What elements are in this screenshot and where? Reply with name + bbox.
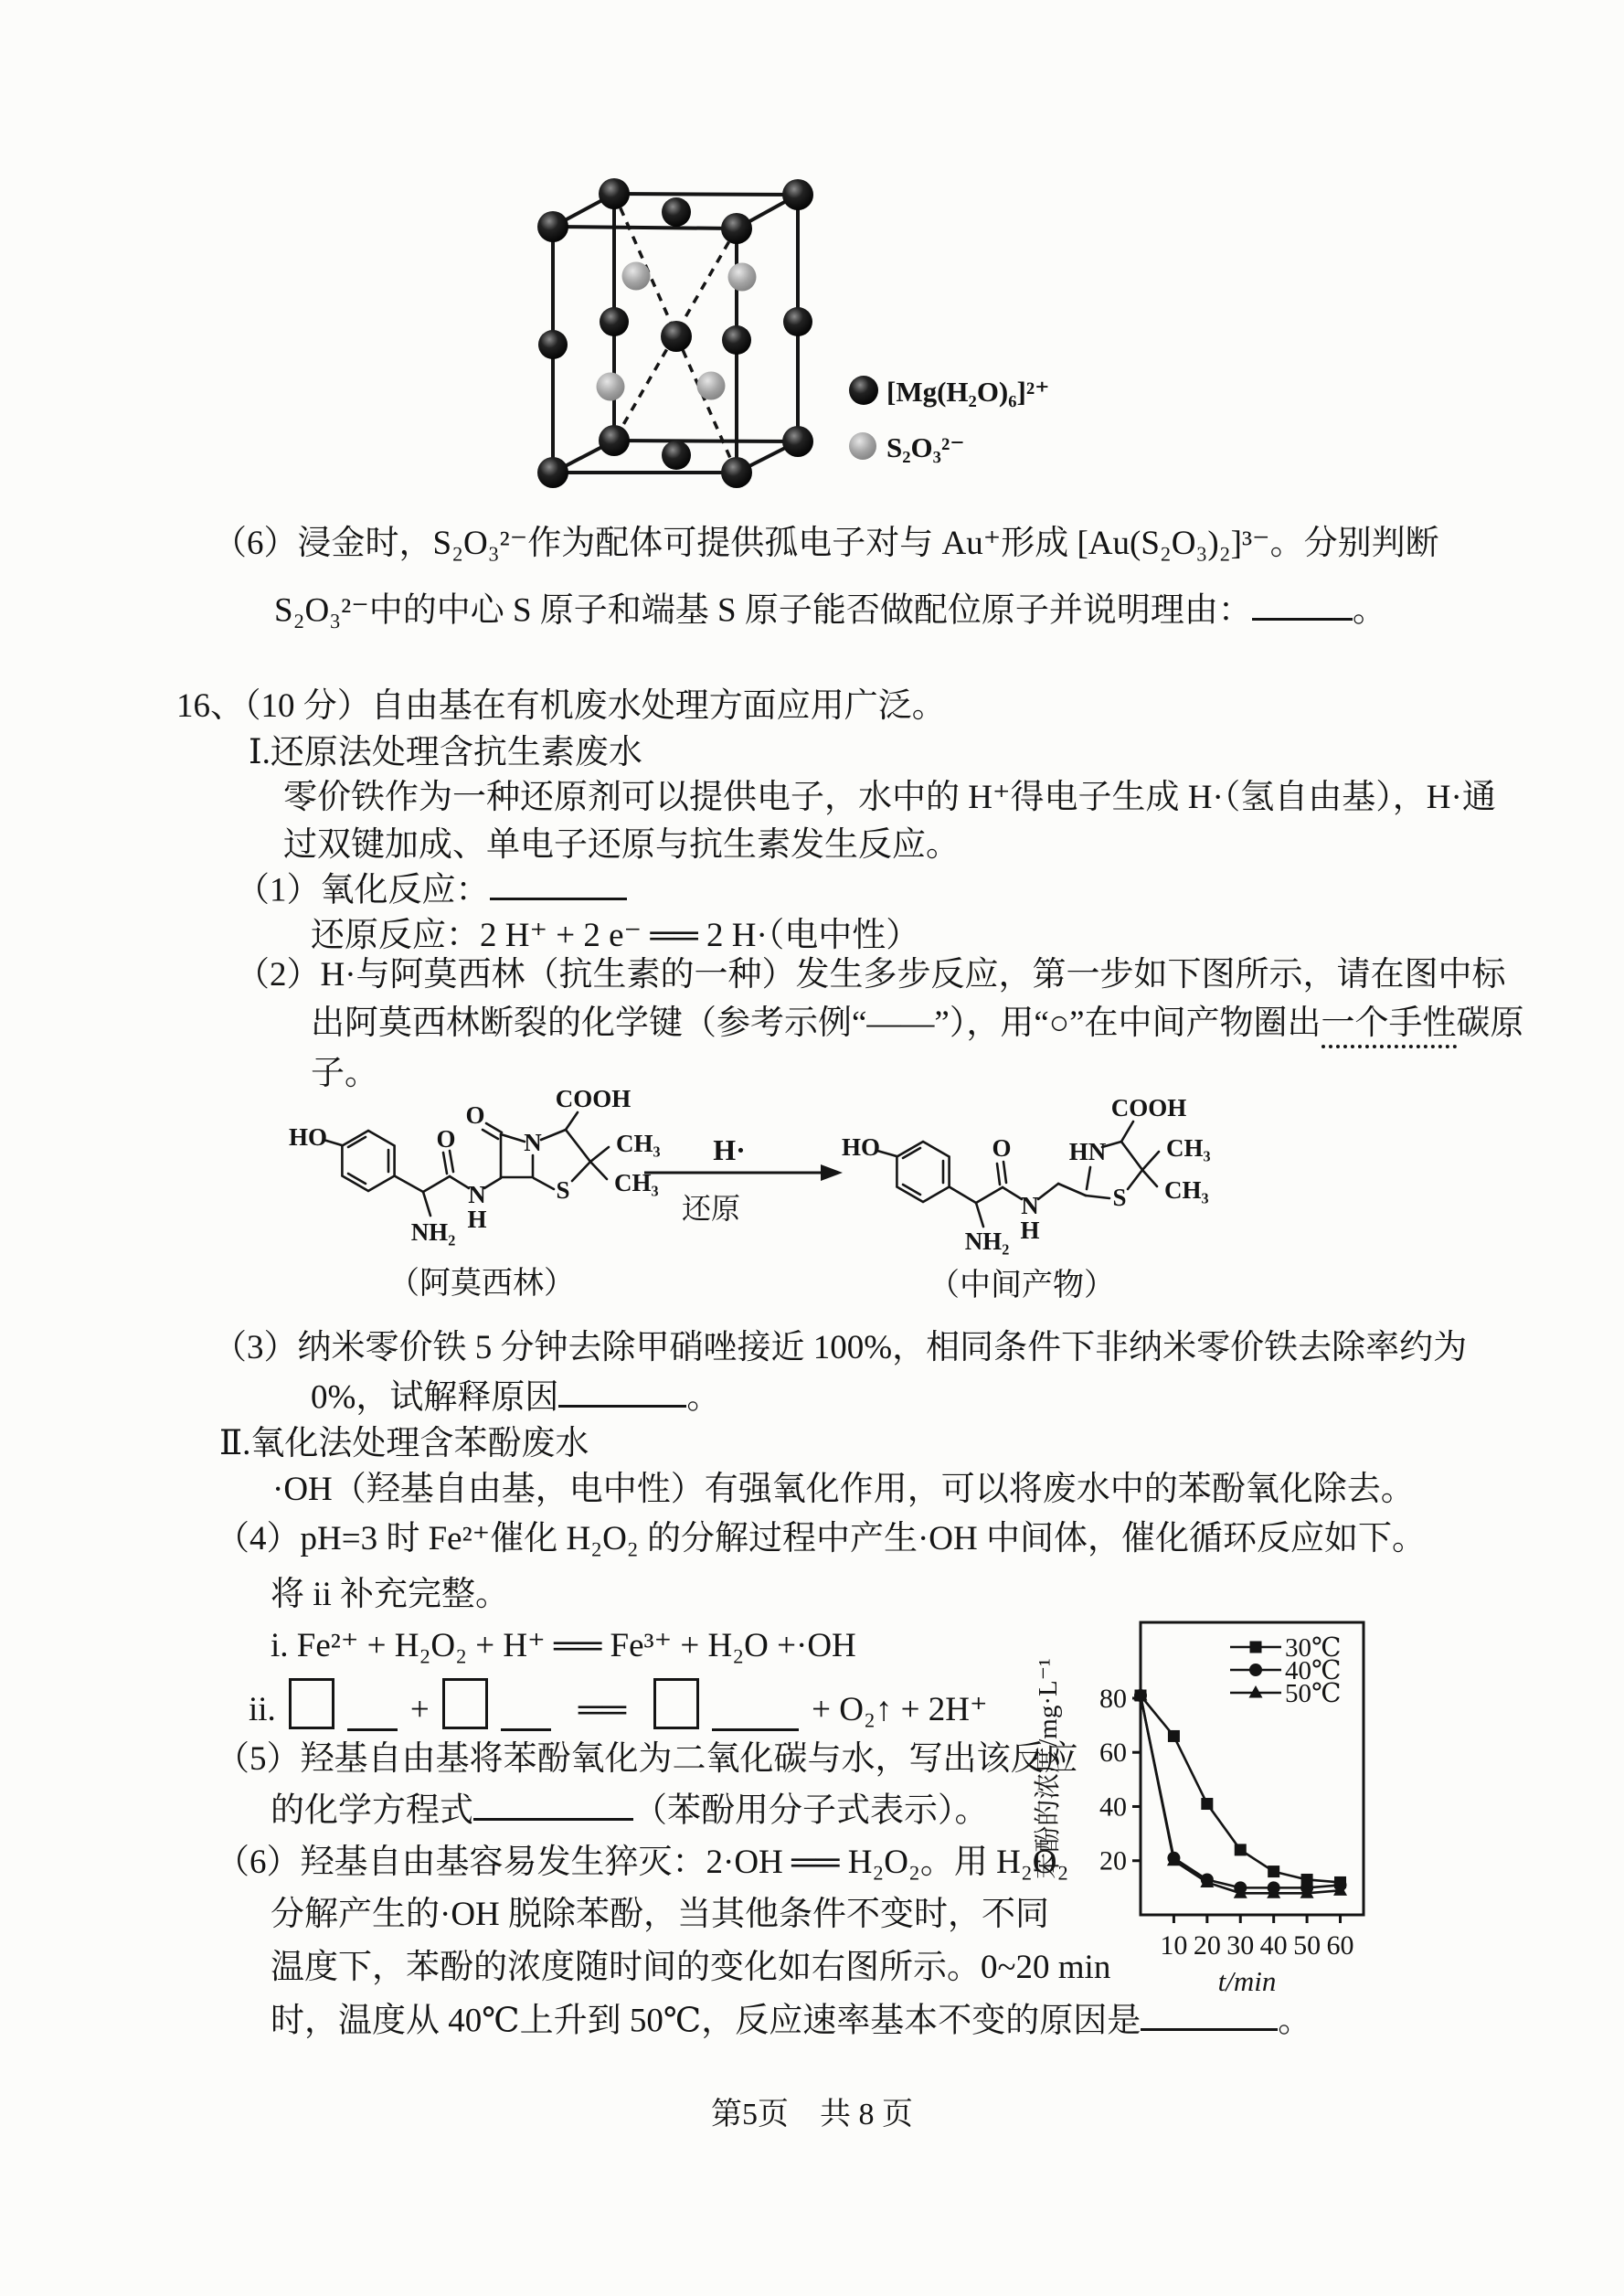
q16-item2-line2 <box>311 1003 1524 1045</box>
nh2-label: NH₂ <box>410 1218 456 1246</box>
y-tick-label: 40 <box>1099 1791 1127 1823</box>
q16-section2-intro: ·OH（羟基自由基，电中性）有强氧化作用，可以将废水中的苯酚氧化除去。 <box>272 1471 1415 1508</box>
q16-item6-line4 <box>271 2000 1311 2043</box>
amoxicillin-atom-labels <box>289 1085 661 1301</box>
q16-equation-i: i. Fe²⁺ + H₂O₂ + H⁺ ══ Fe³⁺ + H₂O +·OH <box>271 1627 856 1664</box>
hn-label: HN <box>1068 1138 1107 1165</box>
q16-item2-line3: 子。 <box>311 1055 378 1092</box>
q16-item1-reduction: 还原反应：2 H⁺ + 2 e⁻ ══ 2 H·（电中性） <box>311 917 920 954</box>
black-sphere-legend-icon <box>849 376 878 405</box>
q16-item3-line2-text: 0%，试解释原因 <box>311 1378 559 1417</box>
cooh-label: COOH <box>555 1085 632 1112</box>
ring-n-label: N <box>524 1129 542 1156</box>
period: 。 <box>1278 2002 1312 2040</box>
arrow-condition-label: 还原 <box>681 1192 741 1225</box>
q16-item5-line1: （5）羟基自由基将苯酚氧化为二氧化碳与水，写出该反应 <box>216 1740 1078 1778</box>
equation-ii-tail: + O₂↑ + 2H⁺ <box>812 1690 988 1728</box>
square-marker-icon <box>1235 1844 1247 1855</box>
y-axis-label: 苯酚的浓度/mg·L⁻¹ <box>1034 1658 1063 1879</box>
legend-label: 50℃ <box>1285 1679 1342 1708</box>
q16-item2-line2-tail: 碳原 <box>1456 1004 1524 1042</box>
square-marker-icon <box>1268 1866 1279 1877</box>
q16-item5-line2 <box>271 1790 989 1833</box>
square-marker-icon <box>1250 1642 1262 1653</box>
q16-item6-line3: 温度下，苯酚的浓度随时间的变化如右图所示。0~20 min <box>271 1949 1111 1986</box>
q16-item3-line1: （3）纳米零价铁 5 分钟去除甲硝唑接近 100%，相同条件下非纳米零价铁去除率约为 <box>213 1329 1468 1366</box>
cooh-label: COOH <box>1110 1094 1187 1121</box>
phenol-concentration-chart <box>1005 1604 1554 1997</box>
y-tick-label: 80 <box>1099 1683 1127 1714</box>
q15-item6-line2-text: S₂O₃²⁻中的中心 S 原子和端基 S 原子能否做配位原子并说明理由： <box>274 591 1252 630</box>
ch3-label: CH₃ <box>616 1130 661 1157</box>
amide-n-label: N <box>468 1181 486 1208</box>
answer-blank <box>1141 2000 1278 2031</box>
q16-item4-line1: （4）pH=3 时 Fe²⁺催化 H₂O₂ 的分解过程中产生·OH 中间体，催化循环反应如下。 <box>216 1520 1426 1557</box>
circle-marker-icon <box>1249 1664 1262 1676</box>
x-tick-label: 60 <box>1326 1930 1354 1961</box>
x-tick-label: 30 <box>1226 1930 1255 1961</box>
q16-header: 16、（10 分）自由基在有机废水处理方面应用广泛。 <box>176 687 946 725</box>
ch3-label: CH₃ <box>614 1169 659 1196</box>
square-marker-icon <box>1168 1730 1180 1742</box>
amide-o-label: O <box>992 1134 1012 1162</box>
amide-n-label: N <box>1021 1192 1039 1219</box>
chiral-carbon-emphasis: 一个手性 <box>1321 1004 1457 1048</box>
q16-item5-line2-note: （苯酚用分子式表示）。 <box>633 1791 989 1830</box>
ch3-label: CH₃ <box>1164 1176 1209 1204</box>
x-axis-label: t/min <box>1217 1965 1277 1997</box>
nh2-label: NH₂ <box>964 1228 1010 1255</box>
equals-sign: ══ <box>578 1690 627 1728</box>
x-tick-label: 40 <box>1259 1930 1288 1961</box>
legend-label: 40℃ <box>1285 1656 1342 1685</box>
arrow-reagent-label: H· <box>713 1133 746 1166</box>
q16-item4-line2: 将 ii 补充完整。 <box>271 1576 510 1613</box>
q16-item5-line2-text: 的化学方程式 <box>271 1791 473 1830</box>
s-label: S <box>556 1176 570 1204</box>
reaction-scheme-figure <box>228 1083 1444 1334</box>
ho-label: HO <box>841 1133 881 1161</box>
q16-item6-line1: （6）羟基自由基容易发生猝灭：2·OH ══ H₂O₂。用 H₂O₂ <box>216 1844 1069 1881</box>
species-blank <box>712 1692 799 1731</box>
period: 。 <box>686 1378 721 1417</box>
q16-item2-line1: （2）H·与阿莫西林（抗生素的一种）发生多步反应，第一步如下图所示，请在图中标 <box>236 956 1506 994</box>
answer-blank <box>490 869 627 900</box>
x-tick-label: 10 <box>1160 1930 1188 1961</box>
x-tick-label: 20 <box>1193 1930 1221 1961</box>
intermediate-caption: （中间产物） <box>929 1269 1115 1302</box>
q16-intro-line1: 零价铁作为一种还原剂可以提供电子，水中的 H⁺得电子生成 H·（氢自由基），H·通 <box>283 779 1496 816</box>
q16-section1-title: Ⅰ.还原法处理含抗生素废水 <box>249 734 642 771</box>
amoxicillin-caption: （阿莫西林） <box>388 1267 575 1301</box>
q16-equation-ii <box>249 1678 987 1731</box>
legend-label: 30℃ <box>1285 1633 1342 1663</box>
q15-item6-line2 <box>274 590 1386 632</box>
answer-blank <box>1252 590 1353 621</box>
s-label: S <box>1112 1184 1127 1211</box>
coefficient-box <box>442 1678 488 1729</box>
crystal-structure-figure <box>512 165 1078 548</box>
coefficient-box <box>653 1678 699 1729</box>
answer-blank <box>558 1377 686 1408</box>
species-blank <box>347 1692 398 1731</box>
q16-section2-title: Ⅱ.氧化法处理含苯酚废水 <box>219 1425 589 1462</box>
ch3-label: CH₃ <box>1166 1134 1211 1162</box>
q16-intro-line2: 过双键加成、单电子还原与抗生素发生反应。 <box>283 826 960 864</box>
y-tick-label: 60 <box>1099 1738 1127 1769</box>
q16-item3-line2 <box>311 1377 720 1419</box>
crystal-legend <box>849 376 1050 463</box>
coefficient-box <box>289 1678 334 1729</box>
q16-item6-line4-text: 时，温度从 40℃上升到 50℃，反应速率基本不变的原因是 <box>271 2002 1141 2040</box>
species-blank <box>501 1692 551 1731</box>
q16-item6-line2: 分解产生的·OH 脱除苯酚，当其他条件不变时，不同 <box>271 1896 1050 1933</box>
period: 。 <box>1352 591 1386 630</box>
reaction-arrow <box>644 1133 843 1225</box>
equation-ii-label: ii. <box>249 1690 276 1728</box>
amide-o-label: O <box>436 1125 456 1153</box>
q15-item6-line1: （6）浸金时，S₂O₃²⁻作为配体可提供孤电子对与 Au⁺形成 [Au(S₂O₃)₂]³⁻。分别判断 <box>213 525 1439 562</box>
page-footer: 第5页 共 8 页 <box>711 2098 913 2131</box>
amide-h-label: H <box>1020 1217 1040 1244</box>
q16-item1-text: （1）氧化反应： <box>236 871 490 909</box>
gray-sphere-legend-icon <box>849 432 876 460</box>
square-marker-icon <box>1201 1798 1213 1810</box>
legend-black-label: [Mg(H₂O)₆]²⁺ <box>886 376 1050 408</box>
q16-item1 <box>236 869 627 912</box>
y-tick-label: 20 <box>1099 1845 1127 1876</box>
x-tick-label: 50 <box>1293 1930 1321 1961</box>
q16-item2-line2-text: 出阿莫西林断裂的化学键（参考示例“——”），用“○”在中间产物圈出 <box>311 1004 1321 1042</box>
amide-h-label: H <box>467 1206 487 1233</box>
ho-label: HO <box>288 1123 328 1151</box>
answer-blank <box>473 1790 633 1821</box>
legend-gray-label: S₂O₃²⁻ <box>886 431 965 463</box>
intermediate-atom-labels <box>842 1094 1211 1302</box>
plus-sign: + <box>409 1690 430 1728</box>
lactam-o-label: O <box>465 1101 485 1129</box>
